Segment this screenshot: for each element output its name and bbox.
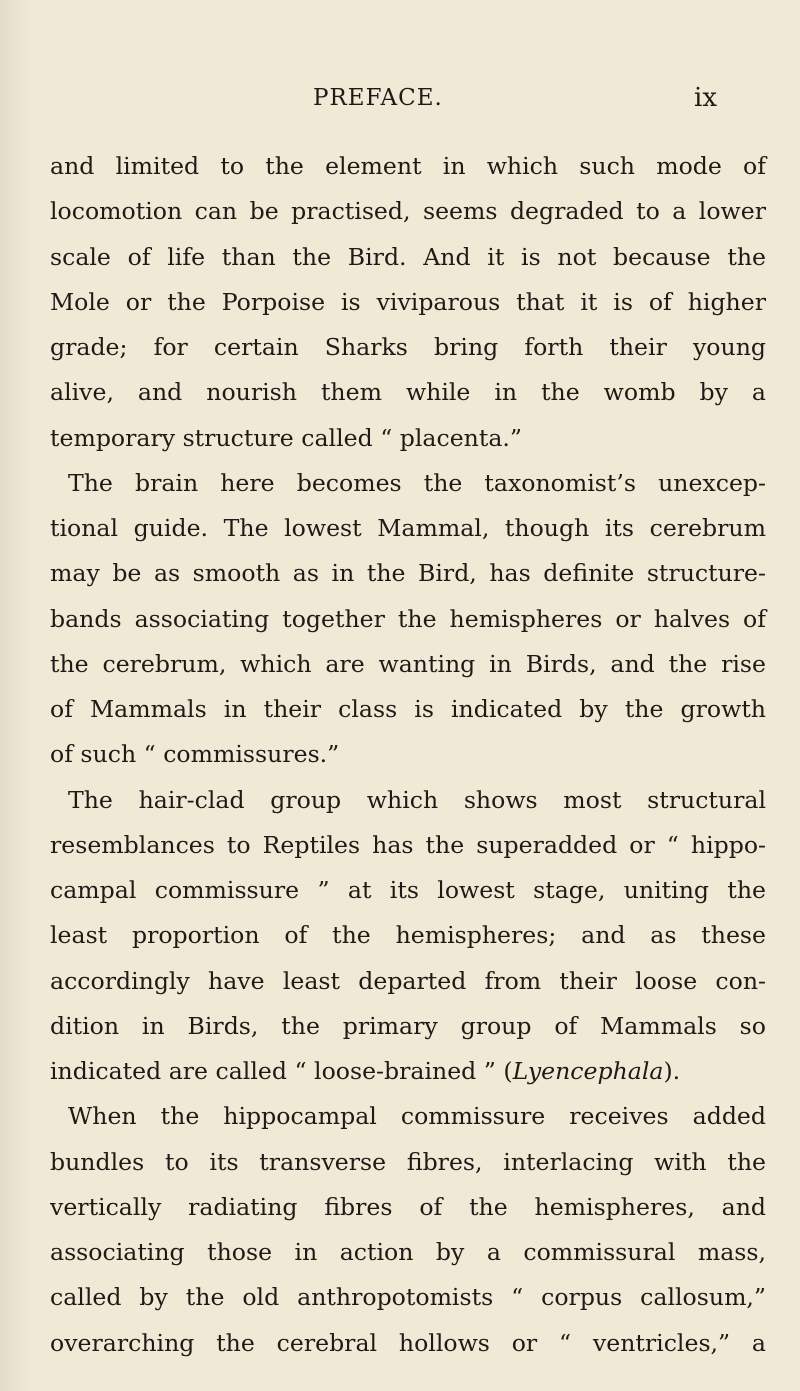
text-line: bands associating together the hemispheres or halves of [50, 604, 766, 633]
italic-term: Lyencephala [512, 1057, 664, 1085]
text-line: vertically radiating fibres of the hemispheres, and [50, 1192, 766, 1221]
text-line: associating those in action by a commissural mass, [50, 1238, 766, 1266]
text-segment: ). [663, 1057, 681, 1085]
text-line: of such “ commissures.” [50, 740, 340, 769]
text-segment: indicated are called “ loose-brained ” [50, 1057, 496, 1085]
text-line: least proportion of the hemispheres; and as these [50, 921, 766, 950]
text-line: scale of life than the Bird. And it is not because the [50, 242, 766, 271]
text-line: bundles to its transverse fibres, interlacing with the [50, 1147, 766, 1176]
text-segment: ( [503, 1057, 513, 1085]
text-line: temporary structure called “ placenta.” [50, 423, 522, 452]
text-line: grade; for certain Sharks bring forth their young [50, 333, 766, 361]
paragraph-start-line: The brain here becomes the taxonomist’s unexcep- [68, 468, 766, 497]
page-header [0, 85, 800, 125]
text-line: may be as smooth as in the Bird, has definite structure- [50, 559, 766, 588]
text-line: locomotion can be practised, seems degraded to a lower [50, 197, 766, 226]
text-line: called by the old anthropotomists “ corpus callosum,” [50, 1283, 766, 1312]
text-line: dition in Birds, the primary group of Mammals so [50, 1011, 766, 1040]
body-text [50, 144, 766, 1366]
text-line: and limited to the element in which such mode of [50, 152, 766, 180]
text-line: campal commissure ” at its lowest stage, uniting the [50, 876, 766, 904]
text-line: alive, and nourish them while in the womb by a [50, 378, 766, 407]
page-number: ix [694, 83, 717, 113]
text-line: of Mammals in their class is indicated by the growth [50, 695, 766, 723]
text-line: the cerebrum, which are wanting in Birds, and the rise [50, 649, 766, 678]
text-line-with-italic-term [50, 1049, 766, 1094]
text-line: Mole or the Porpoise is viviparous that it is of higher [50, 287, 766, 316]
paragraph-start-line: When the hippocampal commissure receives added [68, 1102, 766, 1131]
running-head: PREFACE. [313, 85, 443, 111]
text-line: accordingly have least departed from their loose con- [50, 966, 766, 995]
paragraph-start-line: The hair-clad group which shows most structural [68, 785, 766, 814]
text-line: tional guide. The lowest Mammal, though its cerebrum [50, 514, 766, 542]
text-line: resemblances to Reptiles has the superadded or “ hippo- [50, 830, 766, 859]
text-line: overarching the cerebral hollows or “ ventricles,” a [50, 1328, 766, 1357]
